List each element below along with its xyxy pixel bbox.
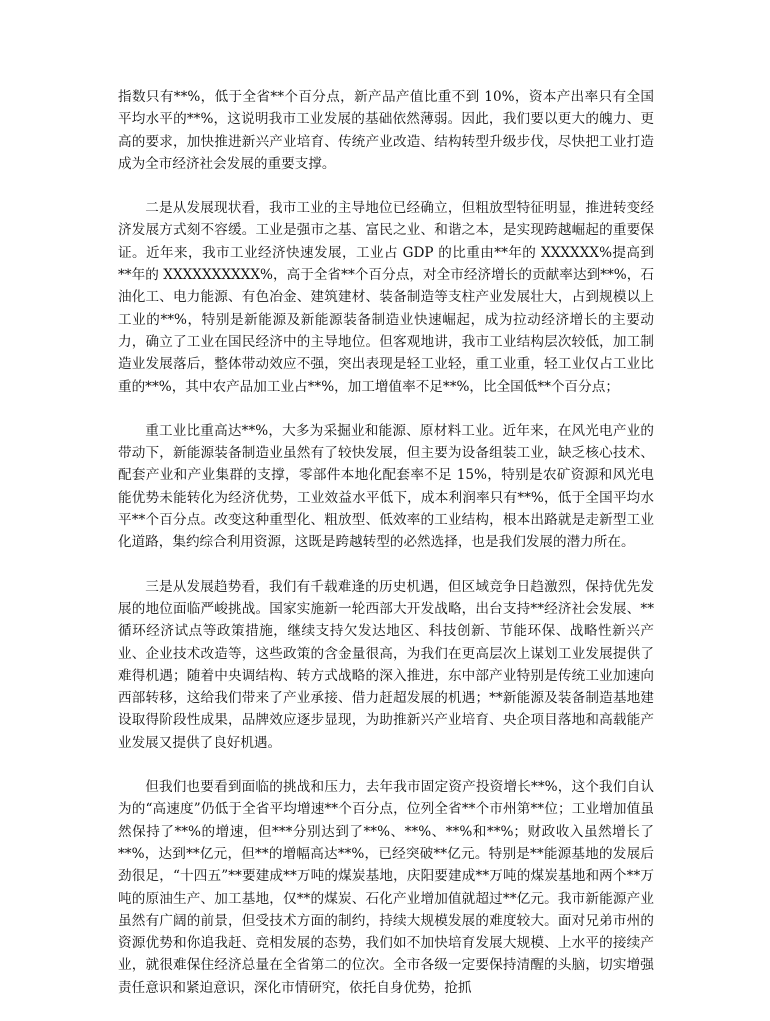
paragraph-2: 二是从发展现状看，我市工业的主导地位已经确立，但粗放型特征明显，推进转变经济发展方式刻不容缓。工业是强市之基、富民之业、和谐之本，是实现跨越崛起的重要保证。近年来，我市工业经济快速发展，工业占 GDP 的比重由**年的 XXXXXX%提高到**年的 XXXXXXXXXX%，高于全省**个百分点，对全市经济增长的贡献率达到**%，石油化工、电力能源、有色冶金、建筑建材、装备制造等支柱产业发展壮大，占到规模以上工业的**%，特别是新能源及新能源装备制造业快速崛起，成为拉动经济增长的主要动力，确立了工业在国民经济中的主导地位。但客观地讲，我市工业结构层次较低，加工制造业发展落后，整体带动效应不强，突出表现是轻工业轻，重工业重，轻工业仅占工业比重的**%，其中农产品加工业占**%，加工增值率不足**%，比全国低**个百分点； (118, 200, 654, 395)
paragraph-5: 但我们也要看到面临的挑战和压力，去年我市固定资产投资增长**%，这个我们自认为的“高速度”仍低于全省平均增速**个百分点，位列全省**个市州第**位；工业增加值虽然保持了**%的增速，但***分别达到了**%、**%、**%和**%；财政收入虽然增长了**%，达到**亿元，但**的增幅高达**%，已经突破**亿元。特别是**能源基地的发展后劲很足，“十四五”**要建成**万吨的煤炭基地，庆阳要建成**万吨的煤炭基地和两个**万吨的原油生产、加工基地，仅**的煤炭、石化产业增加值就超过**亿元。我市新能源产业虽然有广阔的前景，但受技术方面的制约，持续大规模发展的难度较大。面对兄弟市州的资源优势和你追我赶、竞相发展的态势，我们如不加快培育发展大规模、上水平的接续产业，就很难保住经济总量在全省第二的位次。全市各级一定要保持清醒的头脑，切实增强责任意识和紧迫意识，深化市情研究，依托自身优势，抢抓 (118, 779, 654, 996)
paragraph-1: 指数只有**%，低于全省**个百分点，新产品产值比重不到 10%，资本产出率只有全国平均水平的**%，这说明我市工业发展的基础依然薄弱。因此，我们要以更大的魄力、更高的要求，加快推进新兴产业培育、传统产业改造、结构转型升级步伐，尽快把工业打造成为全市经济社会发展的重要支撑。 (118, 89, 654, 172)
document-body (118, 86, 654, 1021)
paragraph-3: 重工业比重高达**%，大多为采掘业和能源、原材料工业。近年来，在风光电产业的带动下，新能源装备制造业虽然有了较快发展，但主要为设备组装工业，缺乏核心技术、配套产业和产业集群的支撑，零部件本地化配套率不足 15%，特别是农矿资源和风光电能优势未能转化为经济优势，工业效益水平低下，成本利润率只有**%，低于全国平均水平**个百分点。改变这种重型化、粗放型、低效率的工业结构，根本出路就是走新型工业化道路，集约综合利用资源，这既是跨越转型的必然选择，也是我们发展的潜力所在。 (118, 422, 654, 551)
paragraph-4: 三是从发展趋势看，我们有千载难逢的历史机遇，但区域竞争日趋激烈，保持优先发展的地位面临严峻挑战。国家实施新一轮西部大开发战略，出台支持**经济社会发展、**循环经济试点等政策措施，继续支持欠发达地区、科技创新、节能环保、战略性新兴产业、企业技术改造等，这些政策的含金量很高，为我们在更高层次上谋划工业发展提供了难得机遇；随着中央调结构、转方式战略的深入推进，东中部产业特别是传统工业加速向西部转移，这给我们带来了产业承接、借力赶超发展的机遇；**新能源及装备制造基地建设取得阶段性成果，品牌效应逐步显现，为助推新兴产业培育、央企项目落地和高载能产业发展又提供了良好机遇。 (118, 578, 654, 751)
